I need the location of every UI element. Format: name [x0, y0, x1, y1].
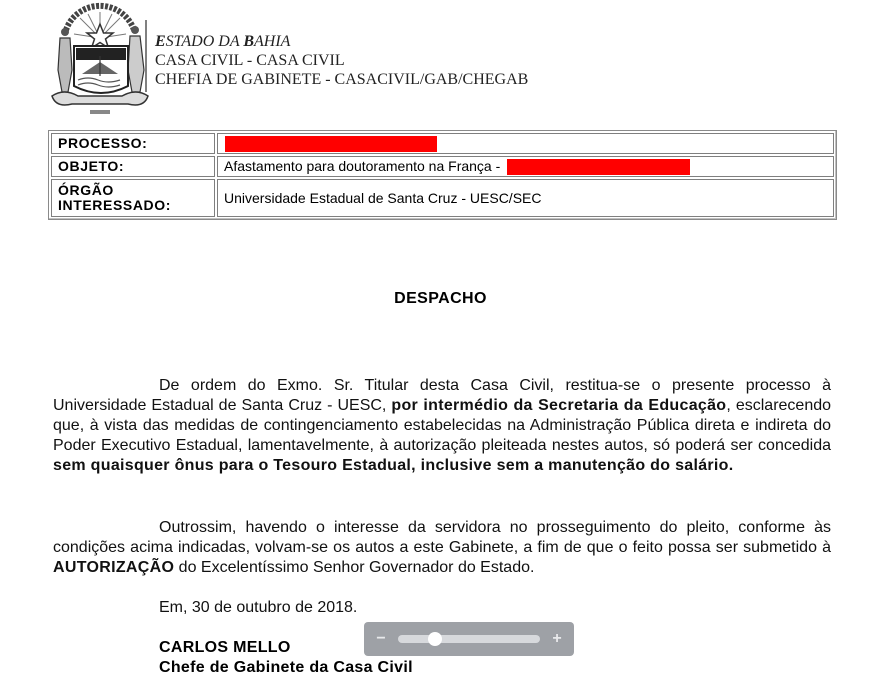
processo-label: PROCESSO: — [51, 133, 215, 154]
unit-name: CHEFIA DE GABINETE - CASACIVIL/GAB/CHEGAB — [155, 71, 529, 88]
paragraph-2-bold: AUTORIZAÇÃO — [53, 559, 175, 576]
paragraph-1-bold-b: sem quaisquer ônus para o Tesouro Estadual, inclusive sem a manutenção do salário. — [53, 457, 734, 474]
objeto-label: OBJETO: — [51, 156, 215, 177]
paragraph-1 — [53, 376, 831, 476]
signer-role: Chefe de Gabinete da Casa Civil — [159, 659, 413, 676]
process-info-table — [48, 130, 837, 220]
orgao-label-line2: INTERESSADO: — [58, 197, 171, 213]
zoom-out-button[interactable]: − — [376, 630, 386, 647]
paragraph-2-text-b: do Excelentíssimo Senhor Governador do Estado. — [174, 559, 535, 576]
orgao-value: Universidade Estadual de Santa Cruz - UESC/SEC — [217, 179, 834, 217]
paragraph-1-text-b: , esclarecendo que, à vista das medidas de contingenciamento estabelecidas na Administração Pública direta e indireta do Poder Executivo Estadual, lamentavelmente, à autorização pleiteada nestes autos, só poderá ser concedida — [53, 397, 832, 454]
coat-of-arms-icon — [48, 0, 152, 122]
objeto-value — [217, 156, 834, 177]
header-text — [155, 32, 528, 89]
paragraph-2 — [53, 518, 831, 578]
orgao-label — [51, 179, 215, 217]
zoom-in-button[interactable]: + — [552, 630, 562, 647]
state-initial: E — [155, 33, 166, 50]
state-name — [155, 32, 528, 51]
zoom-slider-thumb[interactable] — [428, 632, 442, 646]
paragraph-1-bold-a: por intermédio da Secretaria da Educação — [391, 397, 727, 414]
processo-value — [217, 133, 834, 154]
paragraph-2-text-a: Outrossim, havendo o interesse da servidora no prosseguimento do pleito, conforme às condições acima indicadas, volvam-se os autos a este Gabinete, a fim de que o feito possa ser submetido à — [53, 519, 831, 556]
state-text: STADO DA — [165, 33, 244, 50]
zoom-slider-track[interactable] — [398, 635, 540, 643]
document-header — [48, 0, 608, 124]
zoom-control — [364, 622, 574, 656]
redacted-process-number — [225, 136, 437, 152]
state-text-2: AHIA — [253, 33, 291, 50]
redacted-objeto-detail — [507, 159, 690, 175]
table-row-objeto — [51, 156, 834, 177]
orgao-label-line1: ÓRGÃO — [58, 182, 114, 198]
signer-name: CARLOS MELLO — [159, 639, 291, 656]
table-row-processo — [51, 133, 834, 154]
objeto-text: Afastamento para doutoramento na França - — [224, 157, 505, 174]
paragraph-1-text-a: De ordem do Exmo. Sr. Titular desta Casa Civil, restitua-se o presente processo à Universidade Estadual de Santa Cruz - UESC, — [53, 377, 831, 414]
document-date: Em, 30 de outubro de 2018. — [159, 599, 358, 616]
department-name: CASA CIVIL - CASA CIVIL — [155, 52, 345, 69]
document-title: DESPACHO — [394, 290, 487, 307]
table-row-orgao — [51, 179, 834, 217]
state-initial-2: B — [243, 33, 254, 50]
